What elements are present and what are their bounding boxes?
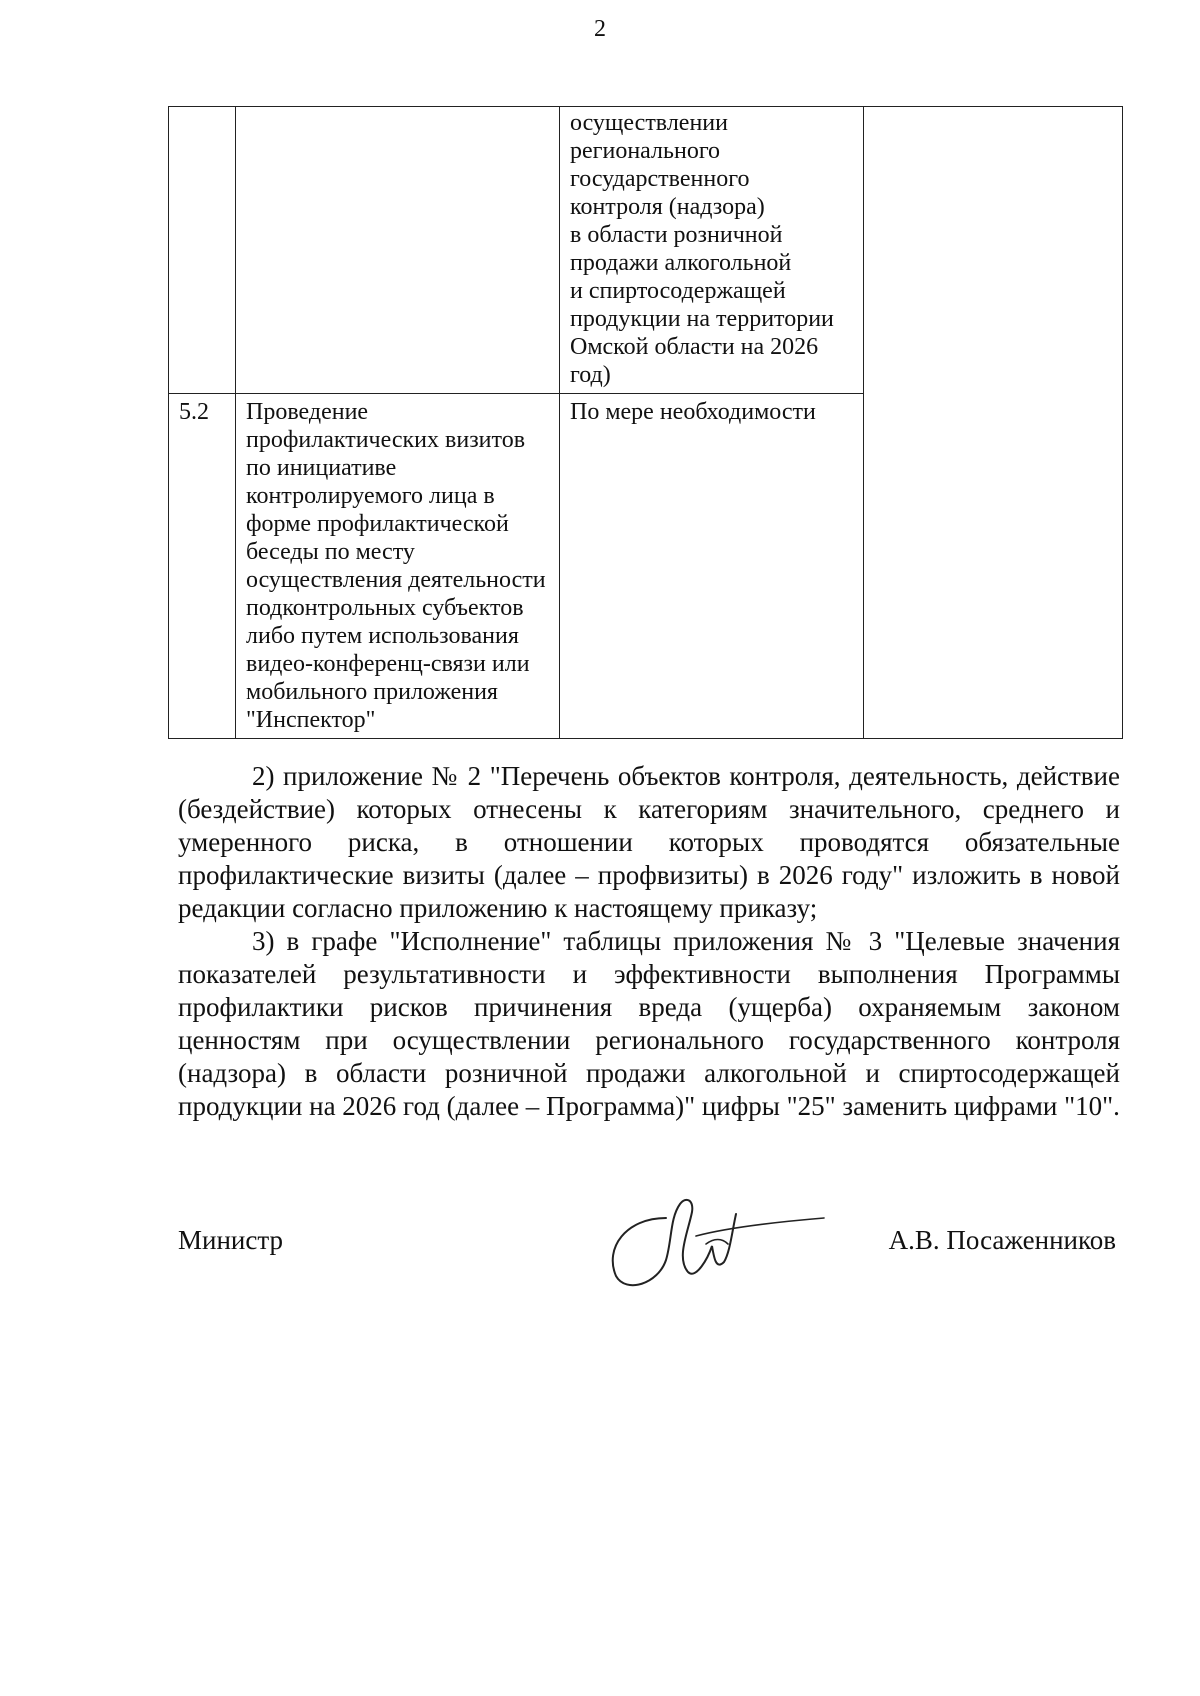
- signature-block: [178, 1214, 1120, 1324]
- handwritten-signature: [596, 1188, 826, 1298]
- table-cell-row-number: 5.2: [169, 394, 236, 739]
- paragraph-item-3: 3) в графе "Исполнение" таблицы приложения № 3 "Целевые значения показателей результативности и эффективности выполнения Программы профилактики рисков причинения вреда (ущерба) охраняемым законом ценностям при осуществлении регионального государственного контроля (надзора) в области розничной продажи алкогольной и спиртосодержащей продукции на 2026 год (далее – Программа)" цифры "25" заменить цифрами "10".: [178, 926, 1120, 1121]
- amendment-text: [178, 760, 1120, 1123]
- table-cell-timing: По мере необходимости: [560, 394, 864, 739]
- table-cell-continued-text: осуществлении регионального государственного контроля (надзора) в области розничной продажи алкогольной и спиртосодержащей продукции на территории Омской области на 2026 год): [560, 107, 864, 394]
- signatory-name: А.В. Посаженников: [888, 1225, 1116, 1255]
- table-cell-measure-empty: [236, 107, 560, 394]
- signatory-position: Министр: [178, 1225, 283, 1255]
- measures-table: [168, 106, 1123, 739]
- table-cell-measure: Проведение профилактических визитов по инициативе контролируемого лица в форме профилактической беседы по месту осуществления деятельности подконтрольных субъектов либо путем использования видео-конференц-связи или мобильного приложения "Инспектор": [236, 394, 560, 739]
- paragraph-item-2: 2) приложение № 2 "Перечень объектов контроля, деятельность, действие (бездействие) которых отнесены к категориям значительного, среднего и умеренного риска, в отношении которых проводятся обязательные профилактические визиты (далее – профвизиты) в 2026 году" изложить в новой редакции согласно приложению к настоящему приказу;: [178, 761, 1120, 923]
- table-cell-number-empty: [169, 107, 236, 394]
- page-number: 2: [594, 16, 606, 42]
- table-row-continued: [169, 107, 1123, 394]
- table-cell-responsible-empty: [864, 107, 1123, 739]
